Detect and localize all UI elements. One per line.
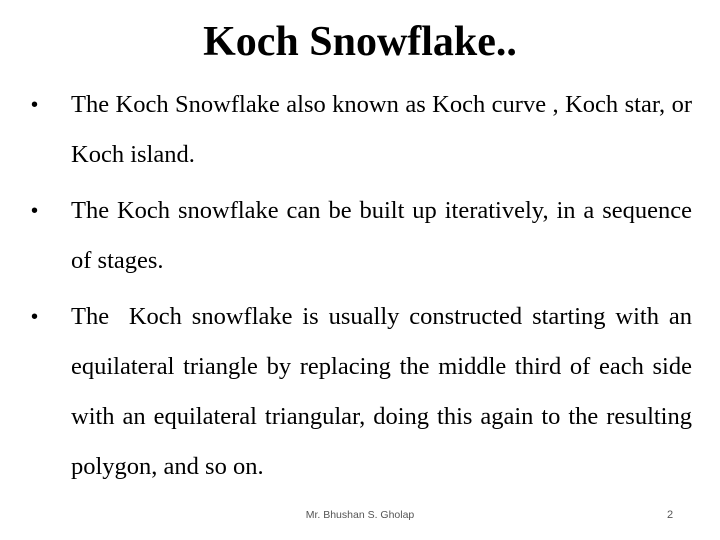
- bullet-marker: •: [31, 306, 39, 328]
- bullet-text: The Koch snowflake is usually constructed starting with an equilateral triangle by replacing the middle third of each side with an equilateral triangular, doing this again to the resulting polygon, and so on.: [71, 303, 699, 480]
- bullet-item: [31, 186, 692, 286]
- bullet-list: [0, 80, 720, 492]
- footer-author: Mr. Bhushan S. Gholap: [305, 509, 415, 521]
- bullet-marker: •: [31, 200, 39, 222]
- bullet-item: [31, 292, 699, 492]
- bullet-marker: •: [31, 94, 39, 116]
- bullet-text: The Koch snowflake can be built up iteratively, in a sequence of stages.: [71, 197, 692, 274]
- bullet-item: [31, 80, 692, 180]
- bullet-text: The Koch Snowflake also known as Koch curve , Koch star, or Koch island.: [71, 91, 692, 168]
- page-number: 2: [666, 509, 674, 521]
- slide-title: Koch Snowflake..: [203, 19, 517, 65]
